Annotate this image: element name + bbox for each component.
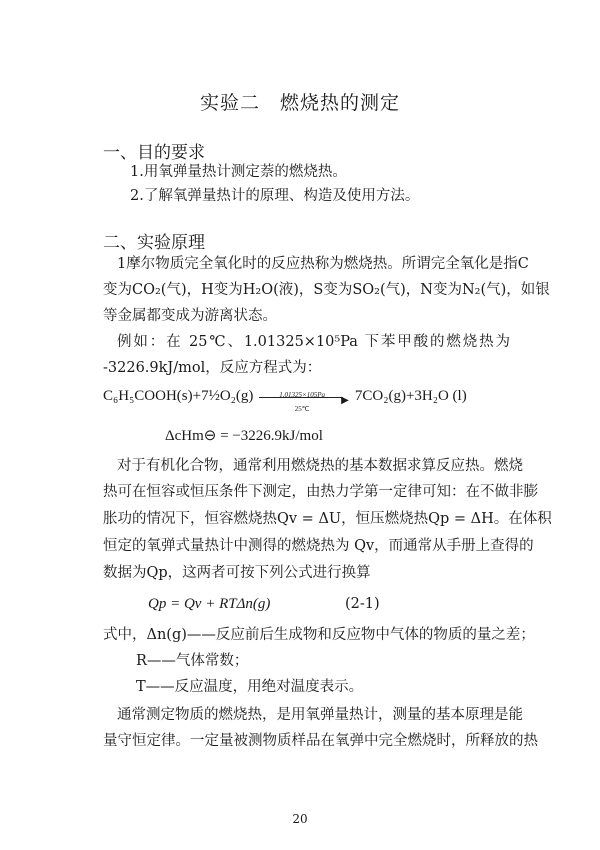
paragraph-line: 通常测定物质的燃烧热，是用氧弹量热计，测量的基本原理是能 (117, 707, 523, 723)
arrow-condition-pressure: 1.01325×105Pa (279, 390, 326, 399)
reaction-equation (103, 386, 510, 413)
arrow-condition-temperature: 25℃ (294, 404, 310, 413)
paragraph-line: 数据为Qp，这两者可按下列公式进行换算 (103, 565, 371, 581)
page-number: 20 (292, 812, 308, 826)
paragraph-line: 等金属都变成为游离状态。 (103, 308, 277, 324)
conversion-formula: Qp = Qv + RTΔn(g) (148, 596, 271, 612)
section-heading-principle: 二、实验原理 (103, 233, 205, 253)
paragraph-line: -3226.9kJ/mol，反应方程式为： (103, 360, 322, 376)
paragraph-line: 1摩尔物质完全氧化时的反应热称为燃烧热。所谓完全氧化是指C (117, 256, 529, 272)
definition-line: T——反应温度，用绝对温度表示。 (136, 679, 364, 695)
paragraph-line: 胀功的情况下，恒容燃烧热Qv = ΔU，恒压燃烧热Qp = ΔH。在体积 (103, 511, 552, 527)
page-title: 实验二 燃烧热的测定 (199, 92, 400, 114)
paragraph-line: 恒定的氧弹式量热计中测得的燃烧热为 Qv，而通常从手册上查得的 (103, 538, 534, 554)
reaction-arrow: 1.01325×105Pa ▶ 25℃ (259, 387, 349, 407)
definition-line: 式中，Δn(g)——反应前后生成物和反应物中气体的物质的量之差； (103, 627, 535, 643)
paragraph-line: 变为CO₂(气)，H变为H₂O(液)，S变为SO₂(气)，N变为N₂(气)，如银 (103, 282, 550, 298)
paragraph-line: 量守恒定律。一定量被测物质样品在氧弹中完全燃烧时，所释放的热 (103, 733, 538, 749)
definition-line: R——气体常数； (136, 653, 249, 669)
equation-products: 7CO₂(g)+3H₂O (l) (354, 388, 467, 404)
section-heading-objectives: 一、目的要求 (103, 143, 205, 163)
equation-reactants: C₆H₅COOH(s)+7½O₂(g) (103, 388, 254, 404)
paragraph-line: 例如：在 25℃、1.01325×10⁵Pa 下苯甲酸的燃烧热为 (117, 334, 510, 350)
enthalpy-value: ΔcHm⊖ = −3226.9kJ/mol (165, 428, 323, 444)
paragraph-line: 对于有机化合物，通常利用燃烧热的基本数据求算反应热。燃烧 (117, 458, 523, 474)
objective-item: 1.用氧弹量热计测定萘的燃烧热。 (130, 164, 347, 180)
formula-number: (2-1) (345, 596, 380, 612)
objective-item: 2.了解氧弹量热计的原理、构造及使用方法。 (130, 188, 420, 204)
paragraph-line: 热可在恒容或恒压条件下测定，由热力学第一定律可知：在不做非膨 (103, 484, 538, 500)
